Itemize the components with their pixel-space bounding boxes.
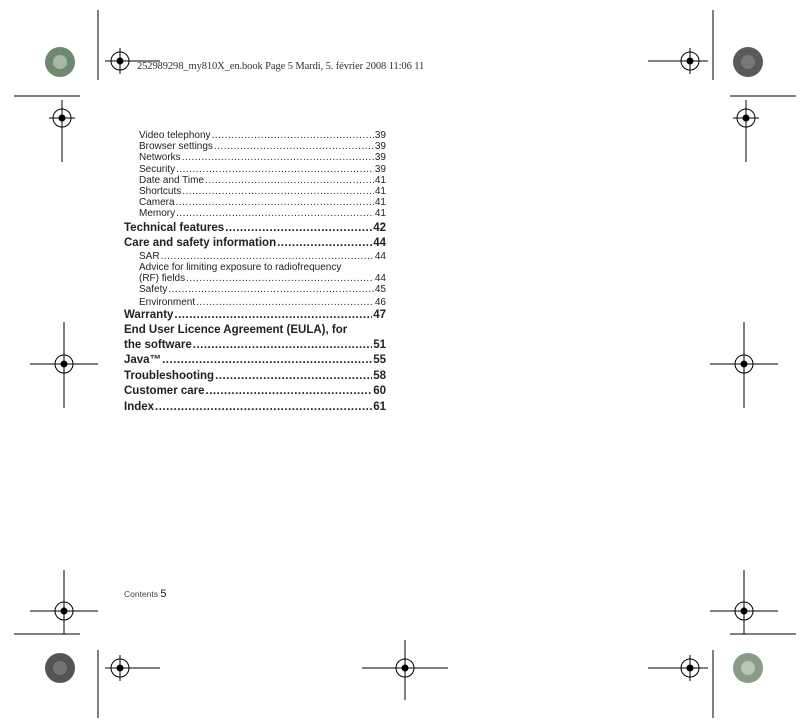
table-of-contents <box>124 130 386 415</box>
toc-chapter-customer-care[interactable]: Customer care ..... 60 <box>124 384 386 399</box>
toc-entry-environment[interactable]: Environment ..... 46 <box>124 297 386 308</box>
toc-chapter-eula[interactable]: End User Licence Agreement (EULA), for the software ..... 51 <box>124 323 386 353</box>
toc-chapter-index[interactable]: Index ..... 61 <box>124 400 386 415</box>
toc-chapter-java[interactable]: Java™ ..... 55 <box>124 353 386 368</box>
toc-entry[interactable]: Networks ..... 39 <box>124 152 386 163</box>
toc-entry-safety[interactable]: Safety ..... 45 <box>124 284 386 295</box>
toc-chapter-warranty[interactable]: Warranty ..... 47 <box>124 308 386 323</box>
toc-entry-rf-advice[interactable]: Advice for limiting exposure to radiofrequency (RF) fields ..... 44 <box>124 262 386 284</box>
toc-chapter-troubleshooting[interactable]: Troubleshooting ..... 58 <box>124 369 386 384</box>
toc-entry[interactable]: Camera ..... 41 <box>124 197 386 208</box>
page-footer <box>124 588 167 600</box>
toc-entry[interactable]: Security ..... 39 <box>124 164 386 175</box>
toc-entry[interactable]: Shortcuts ..... 41 <box>124 186 386 197</box>
print-header: 252989298_my810X_en.book Page 5 Mardi, 5. février 2008 11:06 11 <box>137 61 425 72</box>
toc-entry[interactable]: Memory ..... 41 <box>124 208 386 219</box>
page-number: 5 <box>160 588 167 600</box>
toc-chapter-technical-features[interactable]: Technical features ..... 42 <box>124 221 386 236</box>
footer-label: Contents <box>124 589 159 599</box>
toc-chapter-care-and-safety[interactable]: Care and safety information ..... 44 <box>124 236 386 251</box>
toc-entry-sar[interactable]: SAR ..... 44 <box>124 251 386 262</box>
toc-entry[interactable]: Date and Time ..... 41 <box>124 175 386 186</box>
toc-entry[interactable]: Video telephony ..... 39 <box>124 130 386 141</box>
toc-entry[interactable]: Browser settings ..... 39 <box>124 141 386 152</box>
